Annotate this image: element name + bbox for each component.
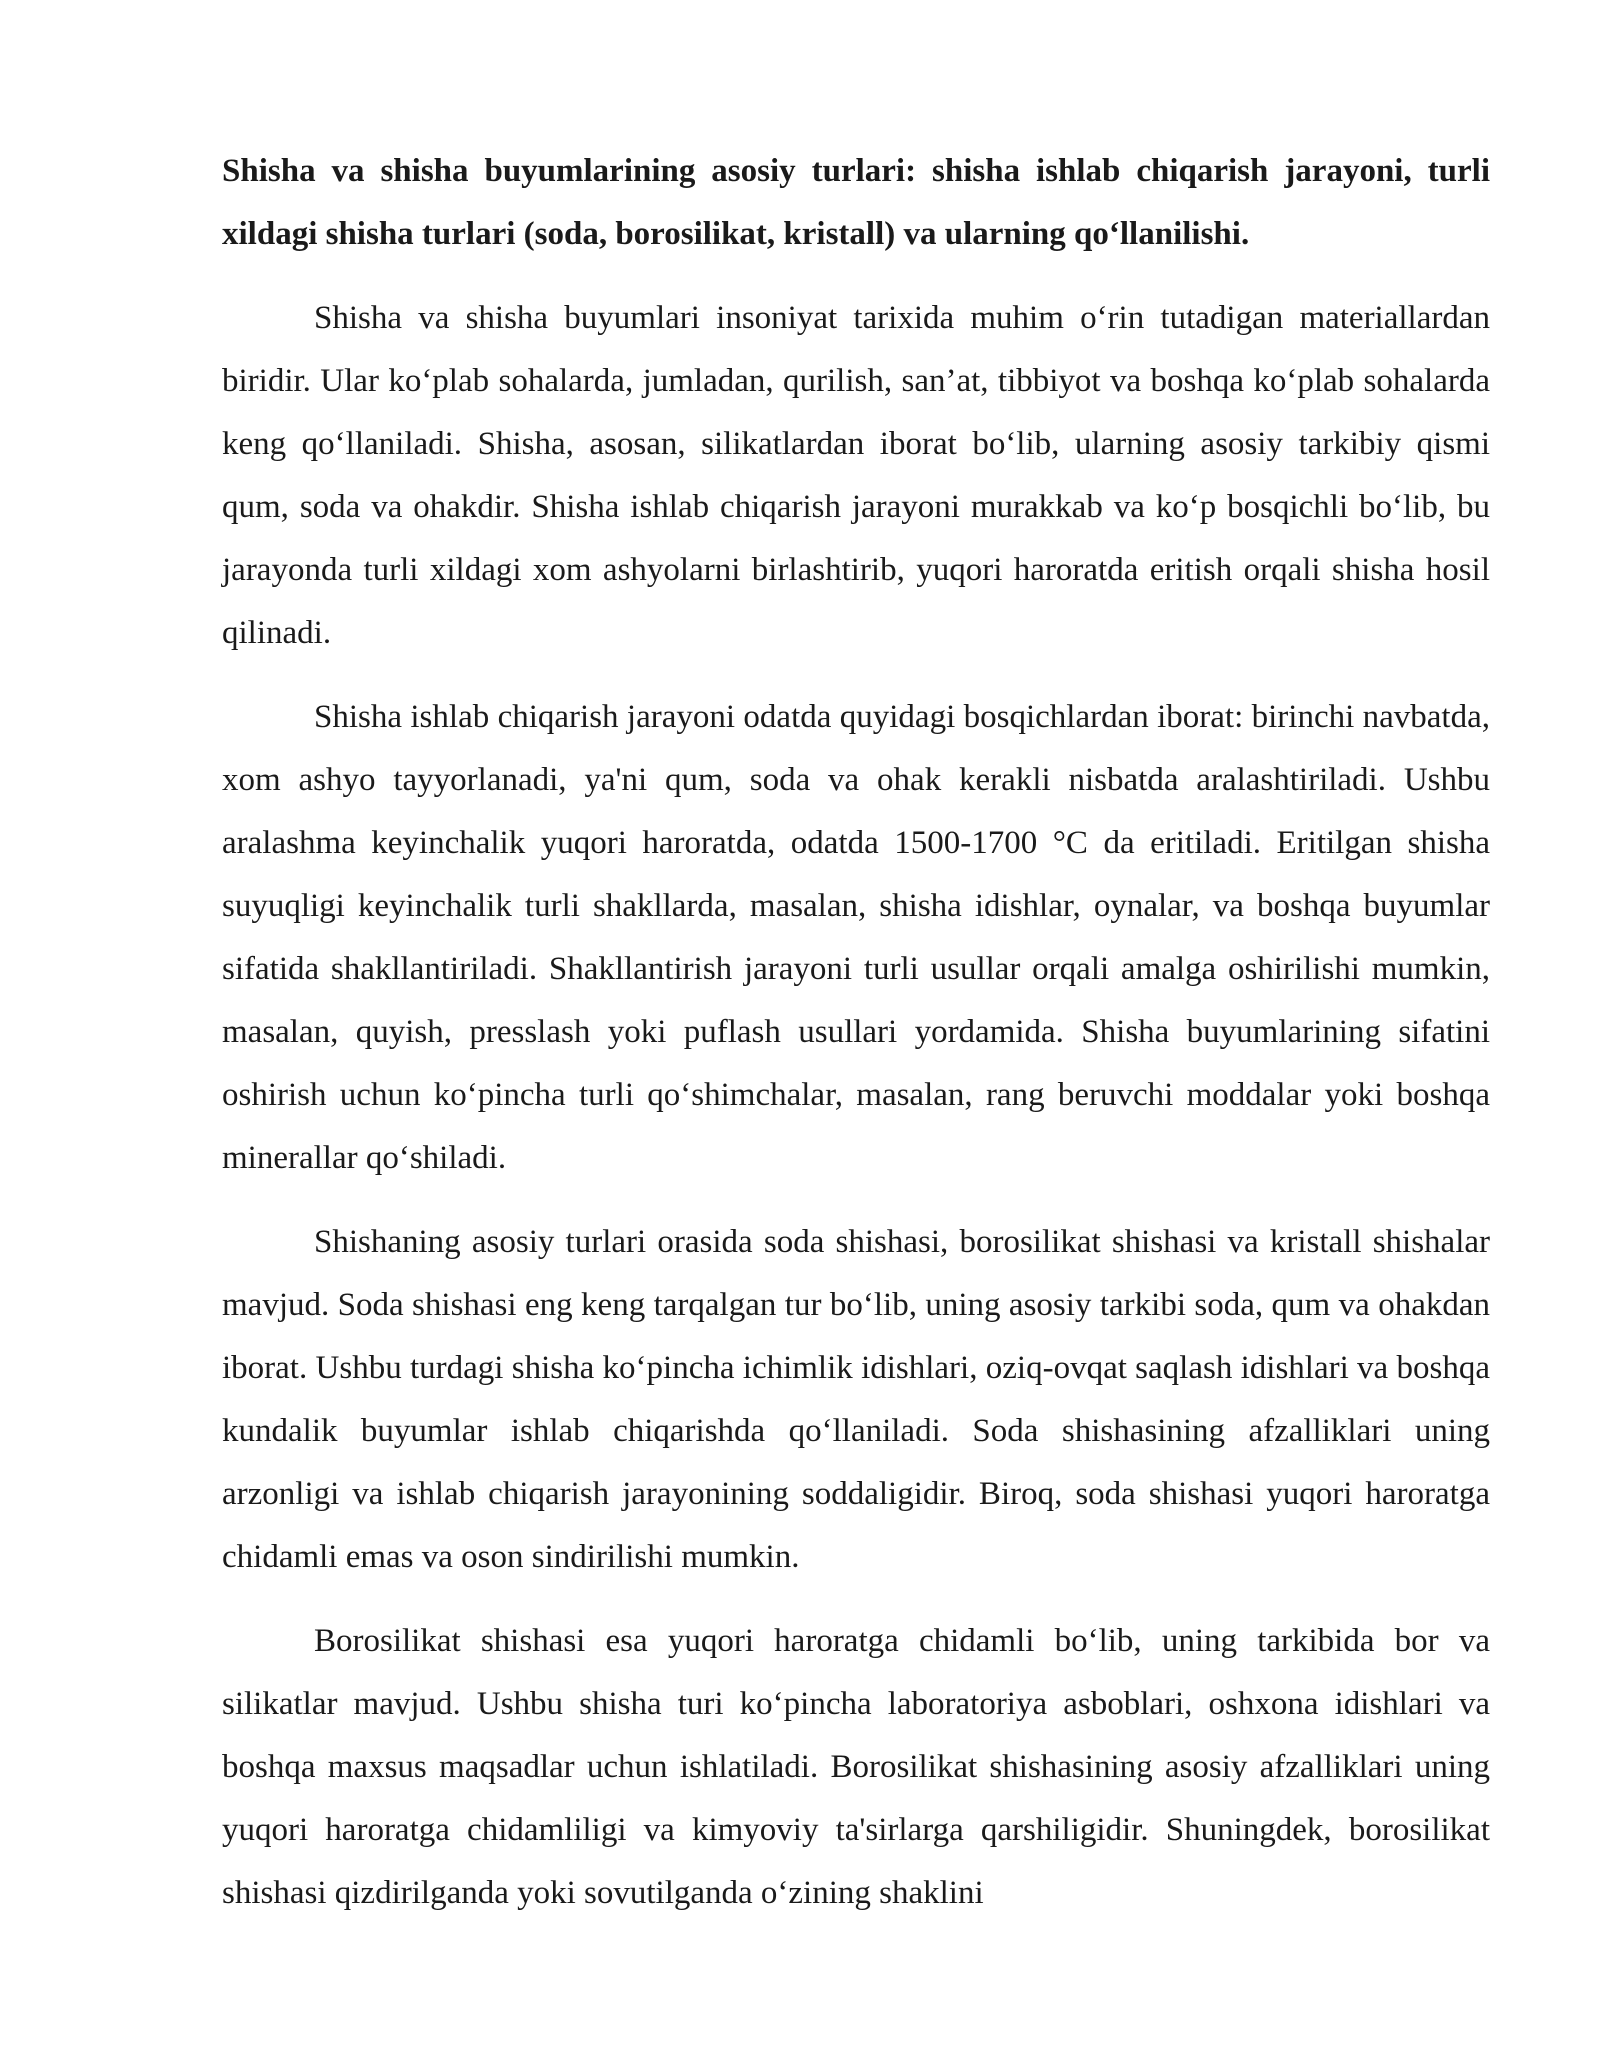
document-page [222, 140, 1490, 1946]
paragraph-intro: Shisha va shisha buyumlari insoniyat tarixida muhim o‘rin tutadigan materiallardan biridir. Ular ko‘plab sohalarda, jumladan, qurilish, san’at, tibbiyot va boshqa ko‘plab sohalarda keng qo‘llaniladi. Shisha, asosan, silikatlardan iborat bo‘lib, ularning asosiy tarkibiy qismi qum, soda va ohakdir. Shisha ishlab chiqarish jarayoni murakkab va ko‘p bosqichli bo‘lib, bu jarayonda turli xildagi xom ashyolarni birlashtirib, yuqori haroratda eritish orqali shisha hosil qilinadi. [222, 300, 1490, 651]
paragraph-production-process: Shisha ishlab chiqarish jarayoni odatda quyidagi bosqichlardan iborat: birinchi navbatda, xom ashyo tayyorlanadi, ya'ni qum, soda va ohak kerakli nisbatda aralashtiriladi. Ushbu aralashma keyinchalik yuqori haroratda, odatda 1500-1700 °C da eritiladi. Eritilgan shisha suyuqligi keyinchalik turli shakllarda, masalan, shisha idishlar, oynalar, va boshqa buyumlar sifatida shakllantiriladi. Shakllantirish jarayoni turli usullar orqali amalga oshirilishi mumkin, masalan, quyish, presslash yoki puflash usullari yordamida. Shisha buyumlarining sifatini oshirish uchun ko‘pincha turli qo‘shimchalar, masalan, rang beruvchi moddalar yoki boshqa minerallar qo‘shiladi. [222, 699, 1490, 1176]
paragraph-soda-glass: Shishaning asosiy turlari orasida soda shishasi, borosilikat shishasi va kristall shishalar mavjud. Soda shishasi eng keng tarqalgan tur bo‘lib, uning asosiy tarkibi soda, qum va ohakdan iborat. Ushbu turdagi shisha ko‘pincha ichimlik idishlari, oziq-ovqat saqlash idishlari va boshqa kundalik buyumlar ishlab chiqarishda qo‘llaniladi. Soda shishasining afzalliklari uning arzonligi va ishlab chiqarish jarayonining soddaligidir. Biroq, soda shishasi yuqori haroratga chidamli emas va oson sindirilishi mumkin. [222, 1224, 1490, 1575]
document-title: Shisha va shisha buyumlarining asosiy turlari: shisha ishlab chiqarish jarayoni, turli xildagi shisha turlari (soda, borosilikat, kristall) va ularning qo‘llanilishi. [222, 153, 1490, 252]
paragraph-borosilicate-glass: Borosilikat shishasi esa yuqori haroratga chidamli bo‘lib, uning tarkibida bor va silikatlar mavjud. Ushbu shisha turi ko‘pincha laboratoriya asboblari, oshxona idishlari va boshqa maxsus maqsadlar uchun ishlatiladi. Borosilikat shishasining asosiy afzalliklari uning yuqori haroratga chidamliligi va kimyoviy ta'sirlarga qarshiligidir. Shuningdek, borosilikat shishasi qizdirilganda yoki sovutilganda o‘zining shaklini [222, 1623, 1490, 1911]
